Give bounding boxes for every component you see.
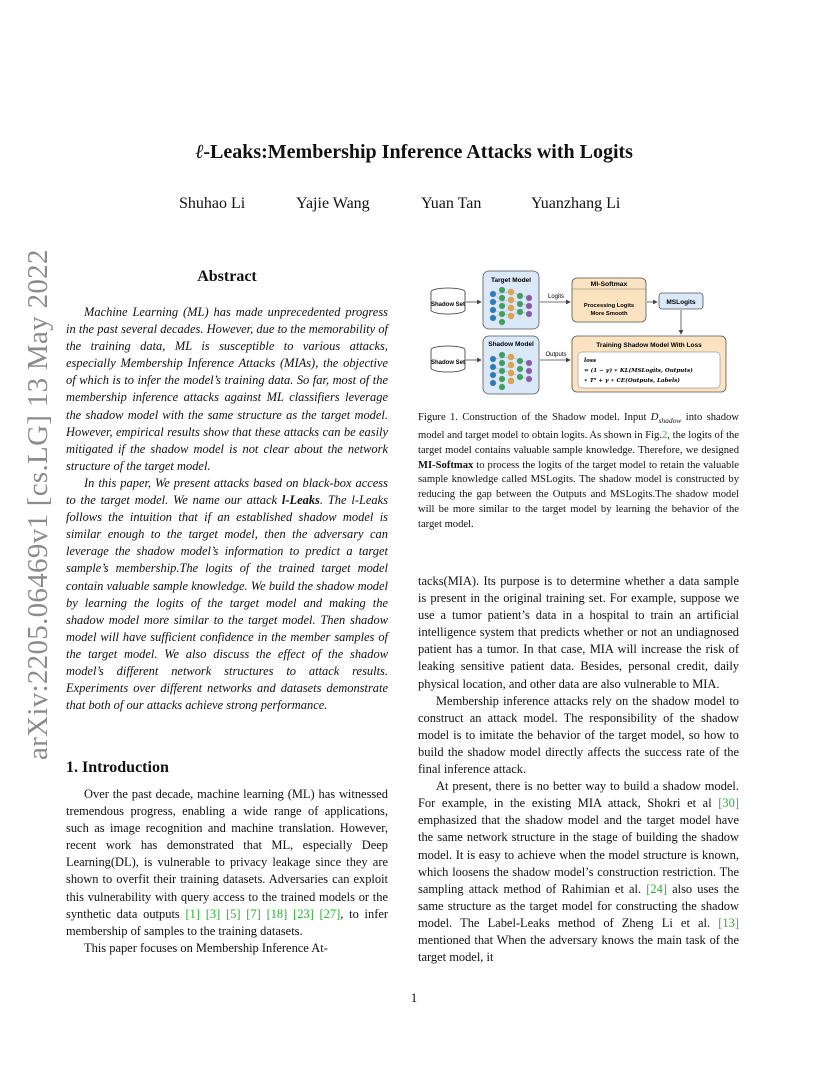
body-paragraph: At present, there is no better way to build a shadow model. For example, in the existing MIA attack, Shokri et al [30] emphasized that the shadow model and the target model have the same network structure in the stage of building the shadow model. It is easy to achieve when the model structure is known, which loosens the shadow model’s construction restriction. The sampling attack method of Rahimian et al. [24] also uses the same structure as the target model for constructing the shadow model. The Label-Leaks method of Zheng Li et al. [13] mentioned that When the adversary knows the main task of the target model, it	[418, 779, 739, 965]
body-paragraph: Over the past decade, machine learning (ML) has witnessed tremendous progress, enabling a wide range of applications, such as image recognition and machine translation. However, recent work has demonstrated that ML, especially Deep Learning(DL), is vulnerable to privacy leakage since they are shown to overfit their training datasets. Adversaries can exploit this vulnerability with query access to the trained models or the synthetic data outputs [1] [3] [5] [7] [18] [23] [27], to infer membership of samples to the training datasets.	[66, 787, 389, 938]
figure-reference-link[interactable]: 2	[662, 429, 668, 441]
citation-link[interactable]: [23]	[293, 906, 314, 921]
author-name: Yuan Tan	[421, 195, 482, 212]
shadow-set-label: Shadow Set	[430, 360, 466, 366]
citation-link[interactable]: [30]	[718, 796, 739, 811]
abstract-paragraph: Machine Learning (ML) has made unprecedented progress in the past several decades. However, due to the memorability of the training data, ML is susceptible to various attacks, especially Membership Inference Attacks (MIAs), the objective of which is to infer the model’s training data. So far, most of the membership inference attacks against ML classifiers leverage the shadow model with the same structure as the target model. However, empirical results show that these attacks can be easily mitigated if the shadow model is not clear about the network structure of the target model.	[66, 305, 388, 473]
more-smooth-label: More Smooth	[590, 311, 628, 317]
outputs-label: Outputs	[545, 352, 567, 358]
attack-name: l-Leaks	[281, 493, 320, 508]
shadow-set-label: Shadow Set	[430, 302, 466, 308]
author-name: Yajie Wang	[296, 195, 370, 212]
shadow-set-database-icon	[431, 288, 465, 314]
citation-link[interactable]: [7]	[246, 906, 261, 921]
title-text: -Leaks:Membership Inference Attacks with Logits	[203, 141, 633, 163]
right-column-body	[418, 573, 739, 966]
target-model-label: Target Model	[491, 277, 531, 284]
page-number: 1	[410, 990, 418, 1005]
shadow-model-label: Shadow Model	[488, 341, 534, 348]
title-symbol: ℓ	[195, 141, 204, 163]
citation-link[interactable]: [5]	[226, 906, 241, 921]
figure-caption	[418, 411, 739, 532]
figure-shadow-model-diagram	[426, 266, 736, 402]
loss-formula-line: = (1 − γ) ∗ KL(MSLogits, Outputs)	[584, 368, 693, 374]
citation-link[interactable]: [18]	[266, 906, 288, 921]
citation-link[interactable]: [24]	[646, 881, 667, 896]
author-name: Shuhao Li	[179, 195, 246, 212]
arxiv-identifier: arXiv:2205.06469v1 [cs.LG] 13 May 2022	[22, 249, 54, 760]
body-paragraph: Membership inference attacks rely on the shadow model to construct an attack model. The responsibility of the shadow model is to imitate the behavior of the target model, so how to build the shadow model directly affects the success rate of the final inference attack.	[418, 693, 739, 777]
logits-label: Logits	[547, 294, 565, 300]
citation-link[interactable]: [3]	[205, 906, 221, 921]
citation-link[interactable]: [1]	[185, 906, 201, 921]
mslogits-label: MSLogits	[666, 299, 696, 306]
author-name: Yuanzhang Li	[531, 195, 621, 212]
introduction-body	[66, 786, 388, 957]
processing-logits-label: Processing Logits	[583, 303, 635, 309]
caption-text: Figure 1. Construction of the Shadow model. Input $D_{shadow}$ into shadow model and target model to obtain logits. As shown in Fig.2, the logits of the target model contains valuable sample knowledge. Therefore, we designed MI-Softmax to process the logits of the target model to retain the valuable sample knowledge called MSLogits. The shadow model is constructed by reducing the gap between the Outputs and MSLogits.The shadow model will be more similar to the target model by learning the behavior of the target model.	[418, 412, 740, 530]
section-heading-introduction: 1. Introduction	[66, 759, 169, 776]
loss-formula-line: loss	[584, 358, 597, 364]
training-box-label: Training Shadow Model With Loss	[596, 342, 702, 349]
citation-link[interactable]: [13]	[718, 915, 739, 930]
paper-title	[0, 141, 828, 164]
body-paragraph: This paper focuses on Membership Inference At-	[84, 940, 328, 955]
mi-softmax-label: MI-Softmax	[590, 281, 628, 288]
abstract-paragraph: In this paper, We present attacks based on black-box access to the target model. We name our attack l-Leaks. The l-Leaks follows the intuition that if an established shadow model is similar enough to the target model, then the adversary can leverage the shadow model’s information to predict a target sample’s membership.The logits of the trained target model contain valuable sample knowledge. We build the shadow model by learning the logits of the target model and making the shadow model more similar to the target model. Then shadow model will have sufficient confidence in the member samples of the target model. We also discuss the effect of the shadow model’s different network structures to attack results. Experiments over different networks and datasets demonstrate that both of our attacks achieve strong performance.	[66, 475, 388, 713]
abstract-body	[66, 304, 388, 714]
shadow-set-database-icon	[431, 346, 465, 372]
abstract-heading: Abstract	[197, 268, 257, 285]
body-paragraph: tacks(MIA). Its purpose is to determine whether a data sample is present in the original training set. For example, suppose we use a tumor patient’s data in a hospital to train an artificial intelligence system that predicts whether or not an undiagnosed patient has a tumor. In that case, MIA will increase the risk of leaking sensitive patient data. Besides, personal credit, daily physical location, and other data are also vulnerable to MIA.	[418, 574, 739, 691]
citation-link[interactable]: [27]	[319, 906, 341, 921]
loss-formula-line: ∗ T² + γ ∗ CE(Outputs, Labels)	[584, 378, 680, 384]
